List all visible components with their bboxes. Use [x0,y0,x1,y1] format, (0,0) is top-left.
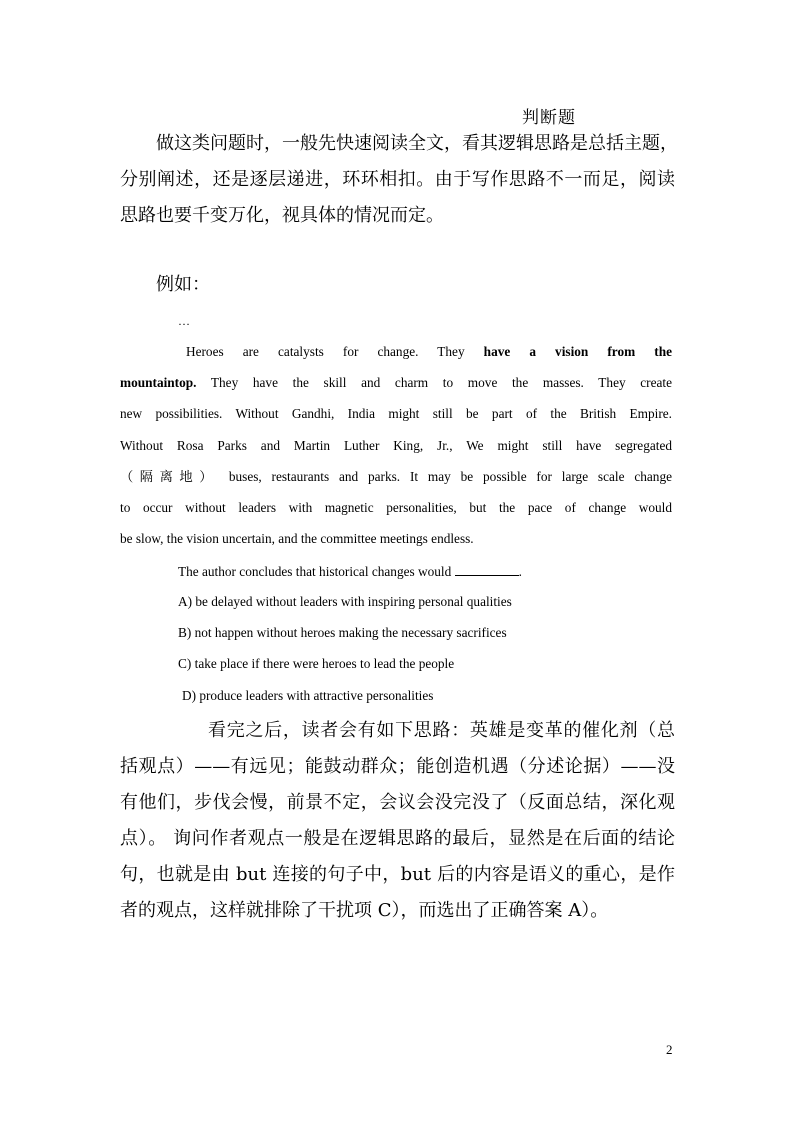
analysis-line-4: 点）。 询问作者观点一般是在逻辑思路的最后，显然是在后面的结论 [120,828,675,849]
analysis-line-6: 者的观点，这样就排除了干扰项 C），而选出了正确答案 A）。 [120,900,609,921]
option-d: D) produce leaders with attractive personalities [182,688,434,703]
passage-line-3: new possibilities. Without Gandhi, India might still be part of the British Empire. [120,406,672,422]
intro-line-3: 思路也要千变万化，视具体的情况而定。 [120,205,444,226]
example-label [156,267,356,303]
passage-text: They have the skill and charm to move the masses. They create [196,375,672,391]
page-number: 2 [666,1042,673,1057]
page-title: 判断题 [522,108,576,128]
intro-line-2: 分别阐述，还是逐层递进，环环相扣。由于写作思路不一而足，阅读 [120,169,675,190]
analysis-line-3: 有他们，步伐会慢，前景不定，会议会没完没了（反面总结，深化观 [120,792,675,813]
passage-line-4: Without Rosa Parks and Martin Luther King, Jr., We might still have segregated [120,437,672,453]
option-a: A) be delayed without leaders with inspiring personal qualities [178,594,512,609]
passage-bold-text: mountaintop. [120,375,197,391]
passage-line-1 [120,336,672,367]
intro-paragraph [120,126,678,234]
question-stem-end: . [518,564,522,579]
intro-line-1: 做这类问题时，一般先快速阅读全文，看其逻辑思路是总括主题， [156,133,678,154]
passage-line-7: be slow, the vision uncertain, and the committee meetings endless. [120,531,474,547]
passage-text: Heroes are catalysts for change. They [186,344,484,359]
english-passage [120,336,672,554]
passage-line-6: to occur without leaders with magnetic personalities, but the pace of change would [120,499,672,515]
option-b: B) not happen without heroes making the necessary sacrifices [178,625,507,640]
analysis-line-2: 括观点）——有远见；能鼓动群众；能创造机遇（分述论据）——没 [120,756,675,777]
answer-blank [455,563,519,576]
ellipsis-mark: … [178,314,190,328]
question-stem [178,563,522,580]
option-c: C) take place if there were heroes to lead the people [178,656,455,671]
passage-bold-text: have a vision from the [483,344,672,359]
analysis-paragraph [120,713,675,929]
analysis-line-1: 看完之后，读者会有如下思路：英雄是变革的催化剂（总 [208,720,675,741]
question-stem-text: The author concludes that historical changes would [178,564,455,579]
passage-line-2 [120,367,672,398]
analysis-line-5: 句，也就是由 but 连接的句子中，but 后的内容是语义的重心，是作 [120,864,675,885]
passage-line-5: （隔离地） buses, restaurants and parks. It may be possible for large scale change [120,468,672,484]
example-label-text: 例如： [156,274,210,295]
